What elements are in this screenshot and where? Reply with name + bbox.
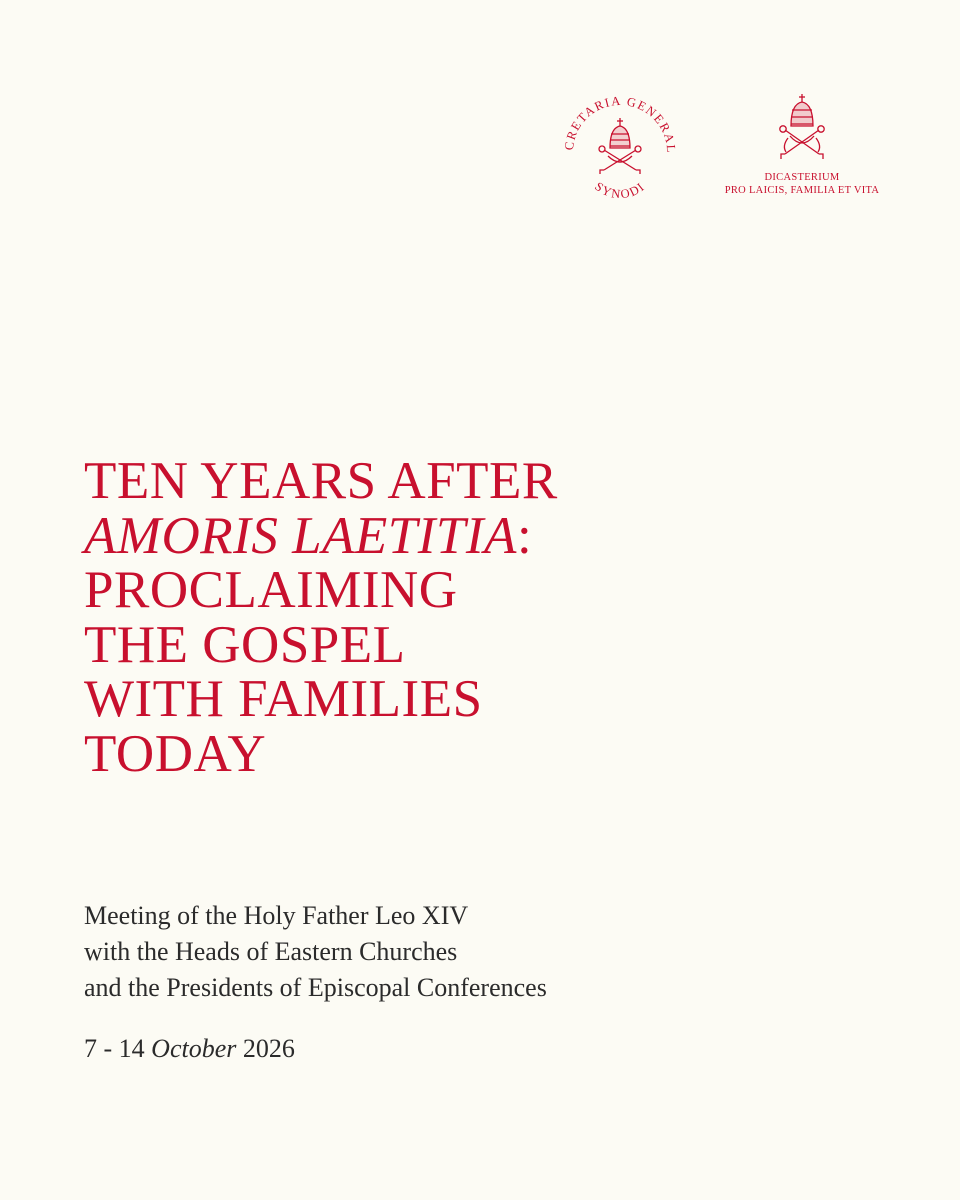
event-date	[84, 1032, 295, 1066]
date-year: 2026	[242, 1034, 295, 1063]
synod-logo-text-top: CRETARIA GENERAL	[561, 93, 679, 155]
page-title	[84, 454, 904, 781]
synod-logo-text-bottom: SYNODI	[592, 179, 648, 202]
title-line-3: PROCLAIMING	[84, 561, 458, 619]
subtitle-line-1: Meeting of the Holy Father Leo XIV	[84, 901, 469, 930]
date-days: 7 - 14	[84, 1034, 145, 1063]
dicastery-name-line2: PRO LAICIS, FAMILIA ET VITA	[724, 185, 880, 196]
title-line-1: TEN YEARS AFTER	[84, 452, 558, 510]
title-line-4: THE GOSPEL	[84, 615, 406, 674]
subtitle-line-2: with the Heads of Eastern Churches	[84, 937, 458, 966]
title-colon: :	[516, 506, 533, 565]
title-line-5: WITH FAMILIES	[84, 670, 483, 728]
dicastery-name-line1: DICASTERIUM	[764, 172, 840, 183]
papal-emblem-icon	[712, 92, 892, 166]
subtitle-line-3: and the Presidents of Episcopal Conferences	[84, 973, 547, 1002]
dicastery-logo	[712, 92, 892, 202]
title-italic-amoris-laetitia: AMORIS LAETITIA	[84, 506, 517, 565]
title-line-6: TODAY	[84, 724, 267, 783]
svg-text:SYNODI	[592, 179, 648, 201]
synod-seal-icon	[560, 90, 680, 212]
title-line-2	[84, 506, 904, 565]
date-month: October	[151, 1034, 237, 1063]
synod-logo	[560, 90, 680, 212]
subtitle	[84, 898, 904, 1006]
